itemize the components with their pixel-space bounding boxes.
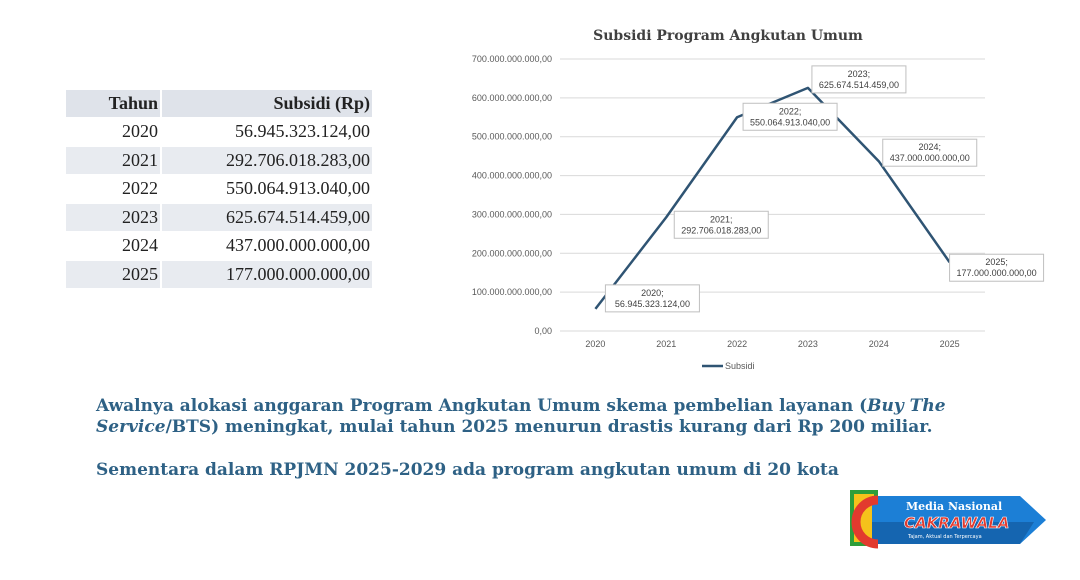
y-tick-label: 200.000.000.000,00 — [471, 248, 552, 259]
media-logo — [848, 488, 1048, 552]
table-header-row — [66, 90, 372, 118]
y-tick-label: 700.000.000.000,00 — [471, 54, 552, 64]
x-tick-label: 2023 — [797, 339, 818, 349]
column-header-year: Tahun — [66, 90, 161, 118]
y-tick-label: 100.000.000.000,00 — [471, 287, 552, 298]
description-paragraph — [96, 396, 976, 438]
x-tick-label: 2024 — [868, 339, 889, 349]
data-label — [812, 66, 906, 93]
subsidy-cell: 550.064.913.040,00 — [161, 175, 372, 204]
chart-title: Subsidi Program Angkutan Umum — [593, 28, 863, 44]
para1-text-b: /BTS) meningkat, mulai tahun 2025 menurun drastis kurang dari Rp 200 miliar. — [165, 417, 933, 437]
subsidy-cell: 437.000.000.000,00 — [161, 232, 372, 261]
subsidy-table — [66, 90, 372, 290]
x-tick-label: 2020 — [585, 339, 606, 349]
table-row — [66, 146, 372, 175]
subsidy-line-chart — [440, 18, 1037, 378]
subsidy-cell: 625.674.514.459,00 — [161, 203, 372, 232]
logo-main-text: CAKRAWALA — [904, 514, 1010, 532]
para1-italic-term: Buy The Service — [96, 396, 946, 437]
data-label-year: 2022; — [778, 106, 802, 117]
data-labels — [605, 66, 1043, 312]
x-tick-label: 2022 — [727, 339, 748, 349]
data-label-value: 177.000.000.000,00 — [956, 268, 1037, 279]
data-label-year: 2020; — [641, 287, 664, 298]
data-label — [950, 254, 1044, 281]
data-label — [605, 285, 699, 312]
column-header-subsidy: Subsidi (Rp) — [161, 90, 372, 118]
y-tick-label: 600.000.000.000,00 — [471, 92, 552, 103]
data-label — [883, 139, 977, 166]
data-label-value: 292.706.018.283,00 — [681, 225, 762, 236]
data-label-value: 437.000.000.000,00 — [889, 153, 970, 164]
table-row — [66, 203, 372, 232]
y-tick-label: 400.000.000.000,00 — [471, 170, 552, 181]
year-cell: 2022 — [66, 175, 161, 204]
para1-text-a: Awalnya alokasi anggaran Program Angkutan Umum skema pembelian layanan ( — [96, 396, 868, 416]
y-tick-label: 300.000.000.000,00 — [471, 209, 552, 220]
logo-top-text: Media Nasional — [906, 500, 1003, 513]
x-tick-label: 2021 — [656, 339, 677, 349]
chart-legend — [702, 361, 755, 371]
data-label-year: 2023; — [847, 68, 871, 79]
data-label-value: 56.945.323.124,00 — [614, 298, 690, 309]
data-label-year: 2024; — [918, 142, 942, 153]
y-tick-label: 0,00 — [534, 326, 552, 336]
data-label-value: 550.064.913.040,00 — [750, 117, 831, 128]
data-label-value: 625.674.514.459,00 — [818, 79, 899, 90]
year-cell: 2023 — [66, 203, 161, 232]
data-label-year: 2025; — [985, 257, 1008, 268]
table-row — [66, 232, 372, 261]
table-row — [66, 175, 372, 204]
y-tick-label: 500.000.000.000,00 — [471, 131, 552, 142]
table-row — [66, 118, 372, 147]
year-cell: 2024 — [66, 232, 161, 261]
x-axis — [585, 339, 959, 349]
table-row — [66, 260, 372, 289]
y-axis — [472, 54, 552, 336]
year-cell: 2025 — [66, 260, 161, 289]
data-label — [674, 211, 768, 238]
x-tick-label: 2025 — [939, 339, 960, 349]
year-cell: 2021 — [66, 146, 161, 175]
subsidy-cell: 292.706.018.283,00 — [161, 146, 372, 175]
data-label — [743, 103, 837, 130]
data-label-year: 2021; — [709, 214, 733, 225]
year-cell: 2020 — [66, 118, 161, 147]
legend-label: Subsidi — [725, 361, 755, 371]
logo-tagline: Tajam, Aktual dan Terpercaya — [908, 534, 982, 540]
subsidy-cell: 177.000.000.000,00 — [161, 260, 372, 289]
rpjmn-paragraph: Sementara dalam RPJMN 2025-2029 ada program angkutan umum di 20 kota — [96, 460, 839, 480]
subsidy-cell: 56.945.323.124,00 — [161, 118, 372, 147]
